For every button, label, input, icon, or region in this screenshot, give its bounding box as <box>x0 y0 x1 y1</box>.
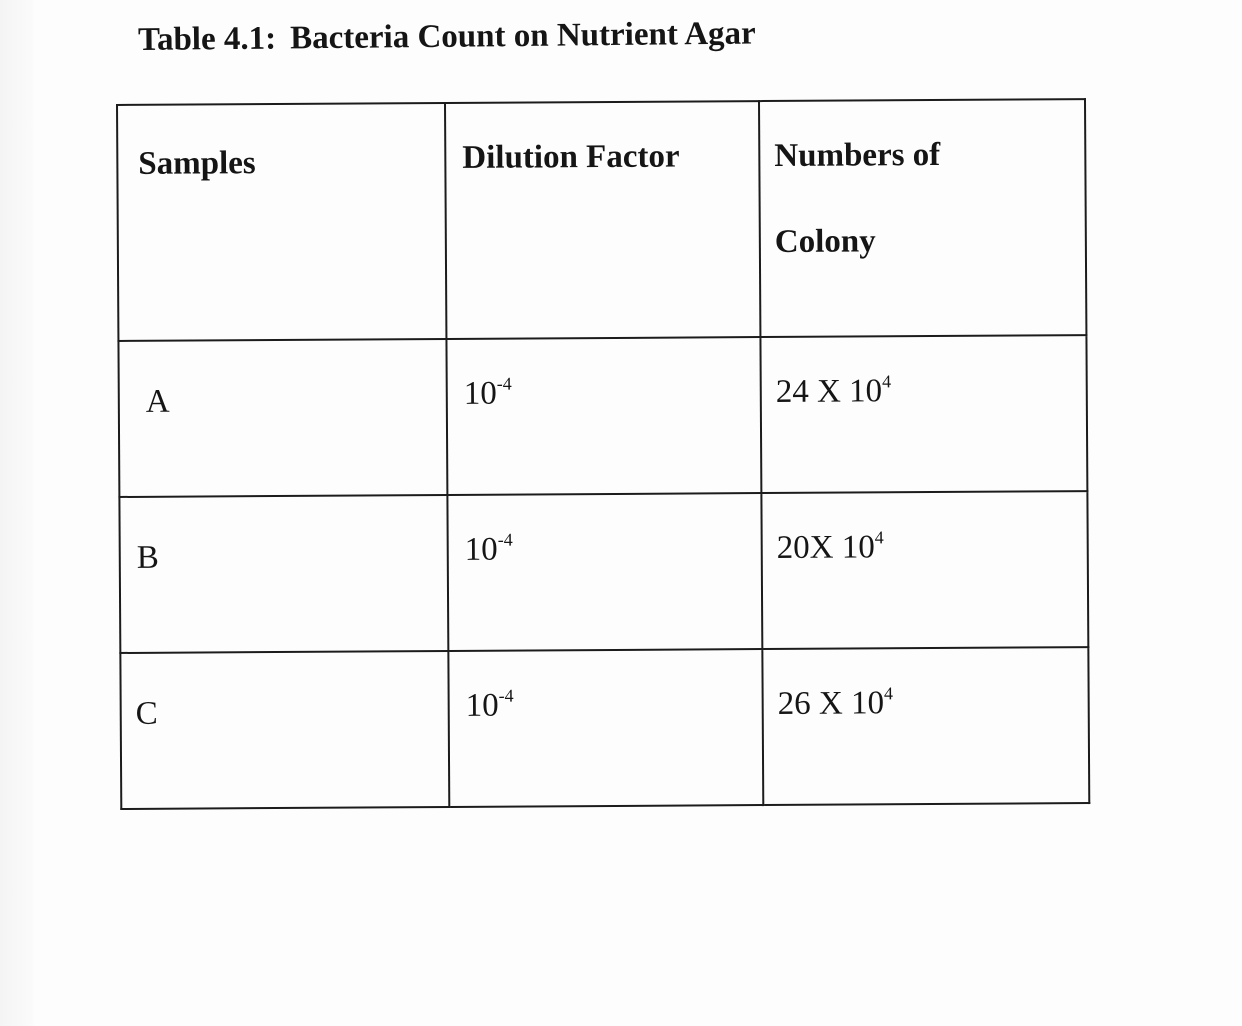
sample-label: B <box>136 539 159 576</box>
header-samples <box>117 103 446 341</box>
header-samples-text: Samples <box>138 145 256 182</box>
colony-exponent: 4 <box>874 527 884 548</box>
dilution-base: 10 <box>463 375 497 412</box>
header-colony-text: Colony <box>774 223 876 260</box>
bacteria-count-table <box>116 98 1090 810</box>
table-row <box>118 335 1087 497</box>
table-row <box>120 647 1089 809</box>
sample-cell <box>119 495 448 653</box>
table-row <box>119 491 1088 653</box>
colony-exponent: 4 <box>883 683 894 704</box>
table-header-row <box>117 99 1086 341</box>
header-numbers-of-text: Numbers of <box>774 136 941 174</box>
dilution-exponent: -4 <box>498 685 514 706</box>
table-caption <box>138 16 756 59</box>
header-dilution-factor <box>445 101 760 339</box>
sample-cell <box>120 651 449 809</box>
colony-cell <box>762 647 1089 805</box>
colony-cell <box>760 335 1087 493</box>
colony-base: 24 X 10 <box>775 373 883 410</box>
dilution-exponent: -4 <box>497 529 513 550</box>
dilution-base: 10 <box>465 687 499 724</box>
colony-base: 26 X 10 <box>777 685 885 722</box>
sample-label: C <box>135 695 158 732</box>
header-dilution-factor-text: Dilution Factor <box>462 138 680 176</box>
header-numbers-of-colony <box>759 99 1086 337</box>
dilution-exponent: -4 <box>496 373 512 394</box>
sample-cell <box>118 339 447 497</box>
colony-exponent: 4 <box>881 371 892 392</box>
table-container <box>116 98 1088 808</box>
table-caption-label: Table 4.1: <box>137 20 277 58</box>
colony-cell <box>761 491 1088 649</box>
dilution-cell <box>446 337 761 495</box>
dilution-cell <box>448 649 763 807</box>
dilution-cell <box>447 493 762 651</box>
sample-label: A <box>145 383 170 420</box>
dilution-base: 10 <box>464 531 498 568</box>
table-caption-title: Bacteria Count on Nutrient Agar <box>289 15 756 57</box>
colony-base: 20X 10 <box>776 529 875 566</box>
